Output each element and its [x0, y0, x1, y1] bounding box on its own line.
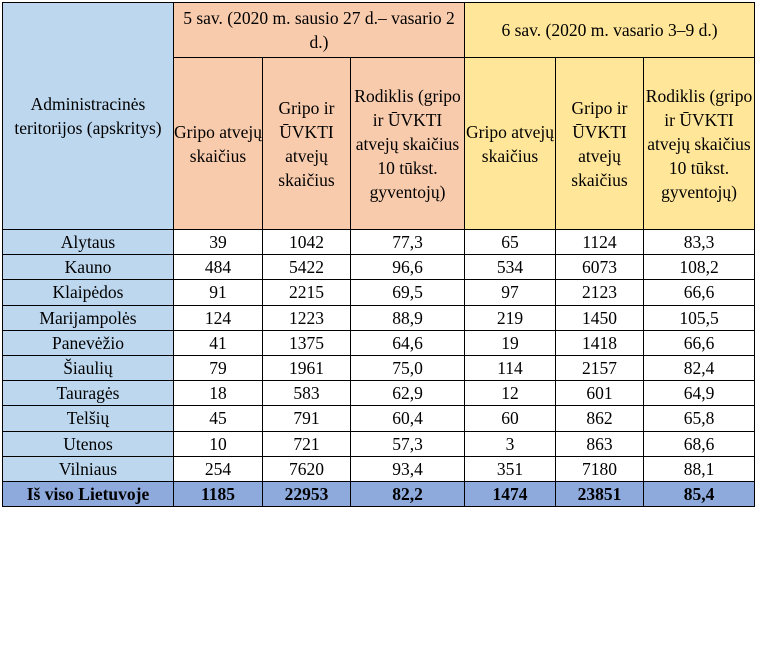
- w5-value-cell: 2215: [263, 280, 351, 305]
- total-cell: 23851: [556, 481, 644, 507]
- w5-flu-header: Gripo atvejų skaičius: [174, 58, 263, 230]
- total-label: Iš viso Lietuvoje: [3, 481, 174, 507]
- w6-value-cell: 66,6: [644, 330, 755, 355]
- w6-value-cell: 68,6: [644, 431, 755, 456]
- w6-value-cell: 862: [556, 406, 644, 431]
- w5-value-cell: 124: [174, 305, 263, 330]
- w5-value-cell: 64,6: [351, 330, 465, 355]
- w6-value-cell: 2157: [556, 355, 644, 380]
- table-row: [3, 230, 755, 255]
- table-row: [3, 355, 755, 380]
- w6-value-cell: 863: [556, 431, 644, 456]
- influenza-table: [2, 2, 755, 507]
- w5-value-cell: 39: [174, 230, 263, 255]
- w6-value-cell: 12: [465, 381, 556, 406]
- w6-value-cell: 351: [465, 456, 556, 481]
- table-row: [3, 330, 755, 355]
- w5-value-cell: 5422: [263, 255, 351, 280]
- w6-value-cell: 534: [465, 255, 556, 280]
- w5-rate-header: Rodiklis (gripo ir ŪVKTI atvejų skaičius 10 tūkst. gyventojų): [351, 58, 465, 230]
- w6-value-cell: 3: [465, 431, 556, 456]
- w6-value-cell: 108,2: [644, 255, 755, 280]
- w5-value-cell: 75,0: [351, 355, 465, 380]
- w6-value-cell: 65: [465, 230, 556, 255]
- w6-rate-header: Rodiklis (gripo ir ŪVKTI atvejų skaičius 10 tūkst. gyventojų): [644, 58, 755, 230]
- week6-header: 6 sav. (2020 m. vasario 3–9 d.): [465, 3, 755, 58]
- w5-value-cell: 721: [263, 431, 351, 456]
- w5-value-cell: 96,6: [351, 255, 465, 280]
- total-row: [3, 481, 755, 507]
- region-name: Alytaus: [3, 230, 174, 255]
- table-row: [3, 381, 755, 406]
- total-cell: 1474: [465, 481, 556, 507]
- w5-value-cell: 45: [174, 406, 263, 431]
- w6-value-cell: 65,8: [644, 406, 755, 431]
- region-name: Šiaulių: [3, 355, 174, 380]
- region-name: Marijampolės: [3, 305, 174, 330]
- w6-value-cell: 82,4: [644, 355, 755, 380]
- w5-value-cell: 18: [174, 381, 263, 406]
- w5-value-cell: 1042: [263, 230, 351, 255]
- w5-flu-ari-header: Gripo ir ŪVKTI atvejų skaičius: [263, 58, 351, 230]
- w6-value-cell: 114: [465, 355, 556, 380]
- w6-value-cell: 105,5: [644, 305, 755, 330]
- w5-value-cell: 79: [174, 355, 263, 380]
- w6-value-cell: 219: [465, 305, 556, 330]
- w6-value-cell: 2123: [556, 280, 644, 305]
- w5-value-cell: 484: [174, 255, 263, 280]
- w5-value-cell: 57,3: [351, 431, 465, 456]
- w5-value-cell: 91: [174, 280, 263, 305]
- w6-value-cell: 6073: [556, 255, 644, 280]
- region-name: Utenos: [3, 431, 174, 456]
- region-name: Vilniaus: [3, 456, 174, 481]
- w5-value-cell: 583: [263, 381, 351, 406]
- w6-value-cell: 1418: [556, 330, 644, 355]
- table-row: [3, 431, 755, 456]
- w6-value-cell: 1450: [556, 305, 644, 330]
- w5-value-cell: 93,4: [351, 456, 465, 481]
- region-name: Panevėžio: [3, 330, 174, 355]
- region-name: Tauragės: [3, 381, 174, 406]
- w5-value-cell: 1375: [263, 330, 351, 355]
- region-name: Klaipėdos: [3, 280, 174, 305]
- w6-value-cell: 83,3: [644, 230, 755, 255]
- w6-value-cell: 66,6: [644, 280, 755, 305]
- w6-flu-ari-header: Gripo ir ŪVKTI atvejų skaičius: [556, 58, 644, 230]
- region-name: Kauno: [3, 255, 174, 280]
- w5-value-cell: 7620: [263, 456, 351, 481]
- region-name: Telšių: [3, 406, 174, 431]
- week5-header: 5 sav. (2020 m. sausio 27 d.– vasario 2 d.): [174, 3, 465, 58]
- w5-value-cell: 254: [174, 456, 263, 481]
- table-row: [3, 280, 755, 305]
- table-body: [3, 230, 755, 482]
- w6-value-cell: 88,1: [644, 456, 755, 481]
- table-row: [3, 456, 755, 481]
- w5-value-cell: 1223: [263, 305, 351, 330]
- w5-value-cell: 69,5: [351, 280, 465, 305]
- w6-value-cell: 1124: [556, 230, 644, 255]
- w5-value-cell: 10: [174, 431, 263, 456]
- w6-value-cell: 64,9: [644, 381, 755, 406]
- total-cell: 82,2: [351, 481, 465, 507]
- row-header: Administracinės teritorijos (apskritys): [3, 3, 174, 230]
- total-cell: 1185: [174, 481, 263, 507]
- w5-value-cell: 41: [174, 330, 263, 355]
- w6-value-cell: 60: [465, 406, 556, 431]
- table-row: [3, 406, 755, 431]
- w5-value-cell: 62,9: [351, 381, 465, 406]
- w6-value-cell: 97: [465, 280, 556, 305]
- w5-value-cell: 1961: [263, 355, 351, 380]
- w6-value-cell: 7180: [556, 456, 644, 481]
- table-row: [3, 305, 755, 330]
- w6-value-cell: 19: [465, 330, 556, 355]
- total-cell: 22953: [263, 481, 351, 507]
- w5-value-cell: 60,4: [351, 406, 465, 431]
- w6-flu-header: Gripo atvejų skaičius: [465, 58, 556, 230]
- w5-value-cell: 77,3: [351, 230, 465, 255]
- w5-value-cell: 88,9: [351, 305, 465, 330]
- table-row: [3, 255, 755, 280]
- w5-value-cell: 791: [263, 406, 351, 431]
- w6-value-cell: 601: [556, 381, 644, 406]
- total-cell: 85,4: [644, 481, 755, 507]
